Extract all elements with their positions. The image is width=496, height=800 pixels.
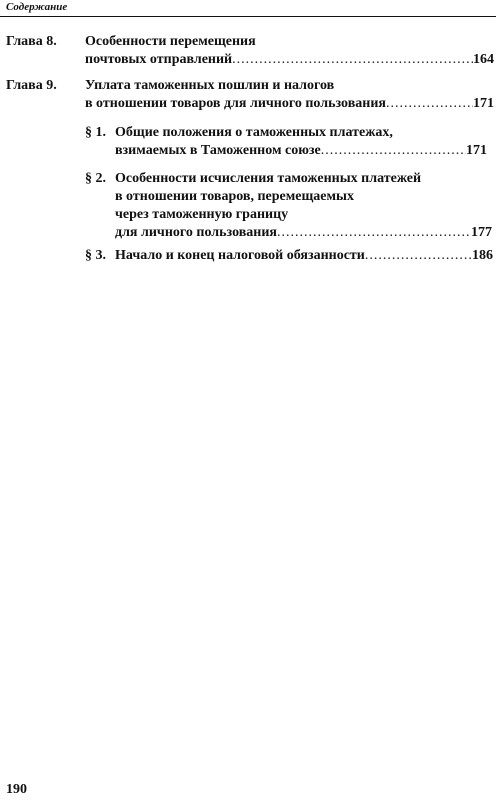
chapter-label: Глава 8. (6, 34, 57, 49)
dot-leader (321, 142, 466, 160)
entry-title-line: Начало и конец налоговой обязанности (115, 248, 365, 263)
entry-title-line: Особенности исчисления таможенных платежей (115, 171, 422, 186)
entry-page-number: 177 (471, 225, 492, 240)
entry-leader-line (115, 142, 487, 160)
section-label: § 1. (85, 125, 106, 140)
entry-title-line: в отношении товаров, перемещаемых (115, 189, 354, 204)
dot-leader (277, 224, 471, 242)
page-number: 190 (6, 782, 27, 797)
entry-title-line: для личного пользования (115, 225, 278, 240)
entry-title-line: взимаемых в Таможенном союзе (115, 143, 321, 158)
entry-page-number: 171 (473, 96, 494, 111)
running-head: Содержание (6, 1, 68, 13)
entry-title-line: почтовых отправлений (85, 52, 233, 67)
entry-leader-line (85, 95, 494, 113)
entry-title-line: через таможенную границу (115, 207, 289, 222)
entry-leader-line (115, 224, 492, 242)
entry-page-number: 164 (473, 52, 494, 67)
dot-leader (365, 247, 472, 265)
header-rule (0, 16, 496, 17)
dot-leader (386, 95, 473, 113)
entry-leader-line (85, 51, 494, 69)
entry-leader-line (115, 247, 493, 265)
entry-page-number: 186 (472, 248, 493, 263)
entry-page-number: 171 (466, 143, 487, 158)
chapter-label: Глава 9. (6, 78, 57, 93)
entry-title-line: Уплата таможенных пошлин и налогов (85, 78, 335, 93)
section-label: § 3. (85, 248, 106, 263)
dot-leader (232, 51, 473, 69)
entry-title-line: Особенности перемещения (85, 34, 256, 49)
entry-title-line: Общие положения о таможенных платежах, (115, 125, 393, 140)
entry-title-line: в отношении товаров для личного пользования (85, 96, 386, 111)
section-label: § 2. (85, 171, 106, 186)
